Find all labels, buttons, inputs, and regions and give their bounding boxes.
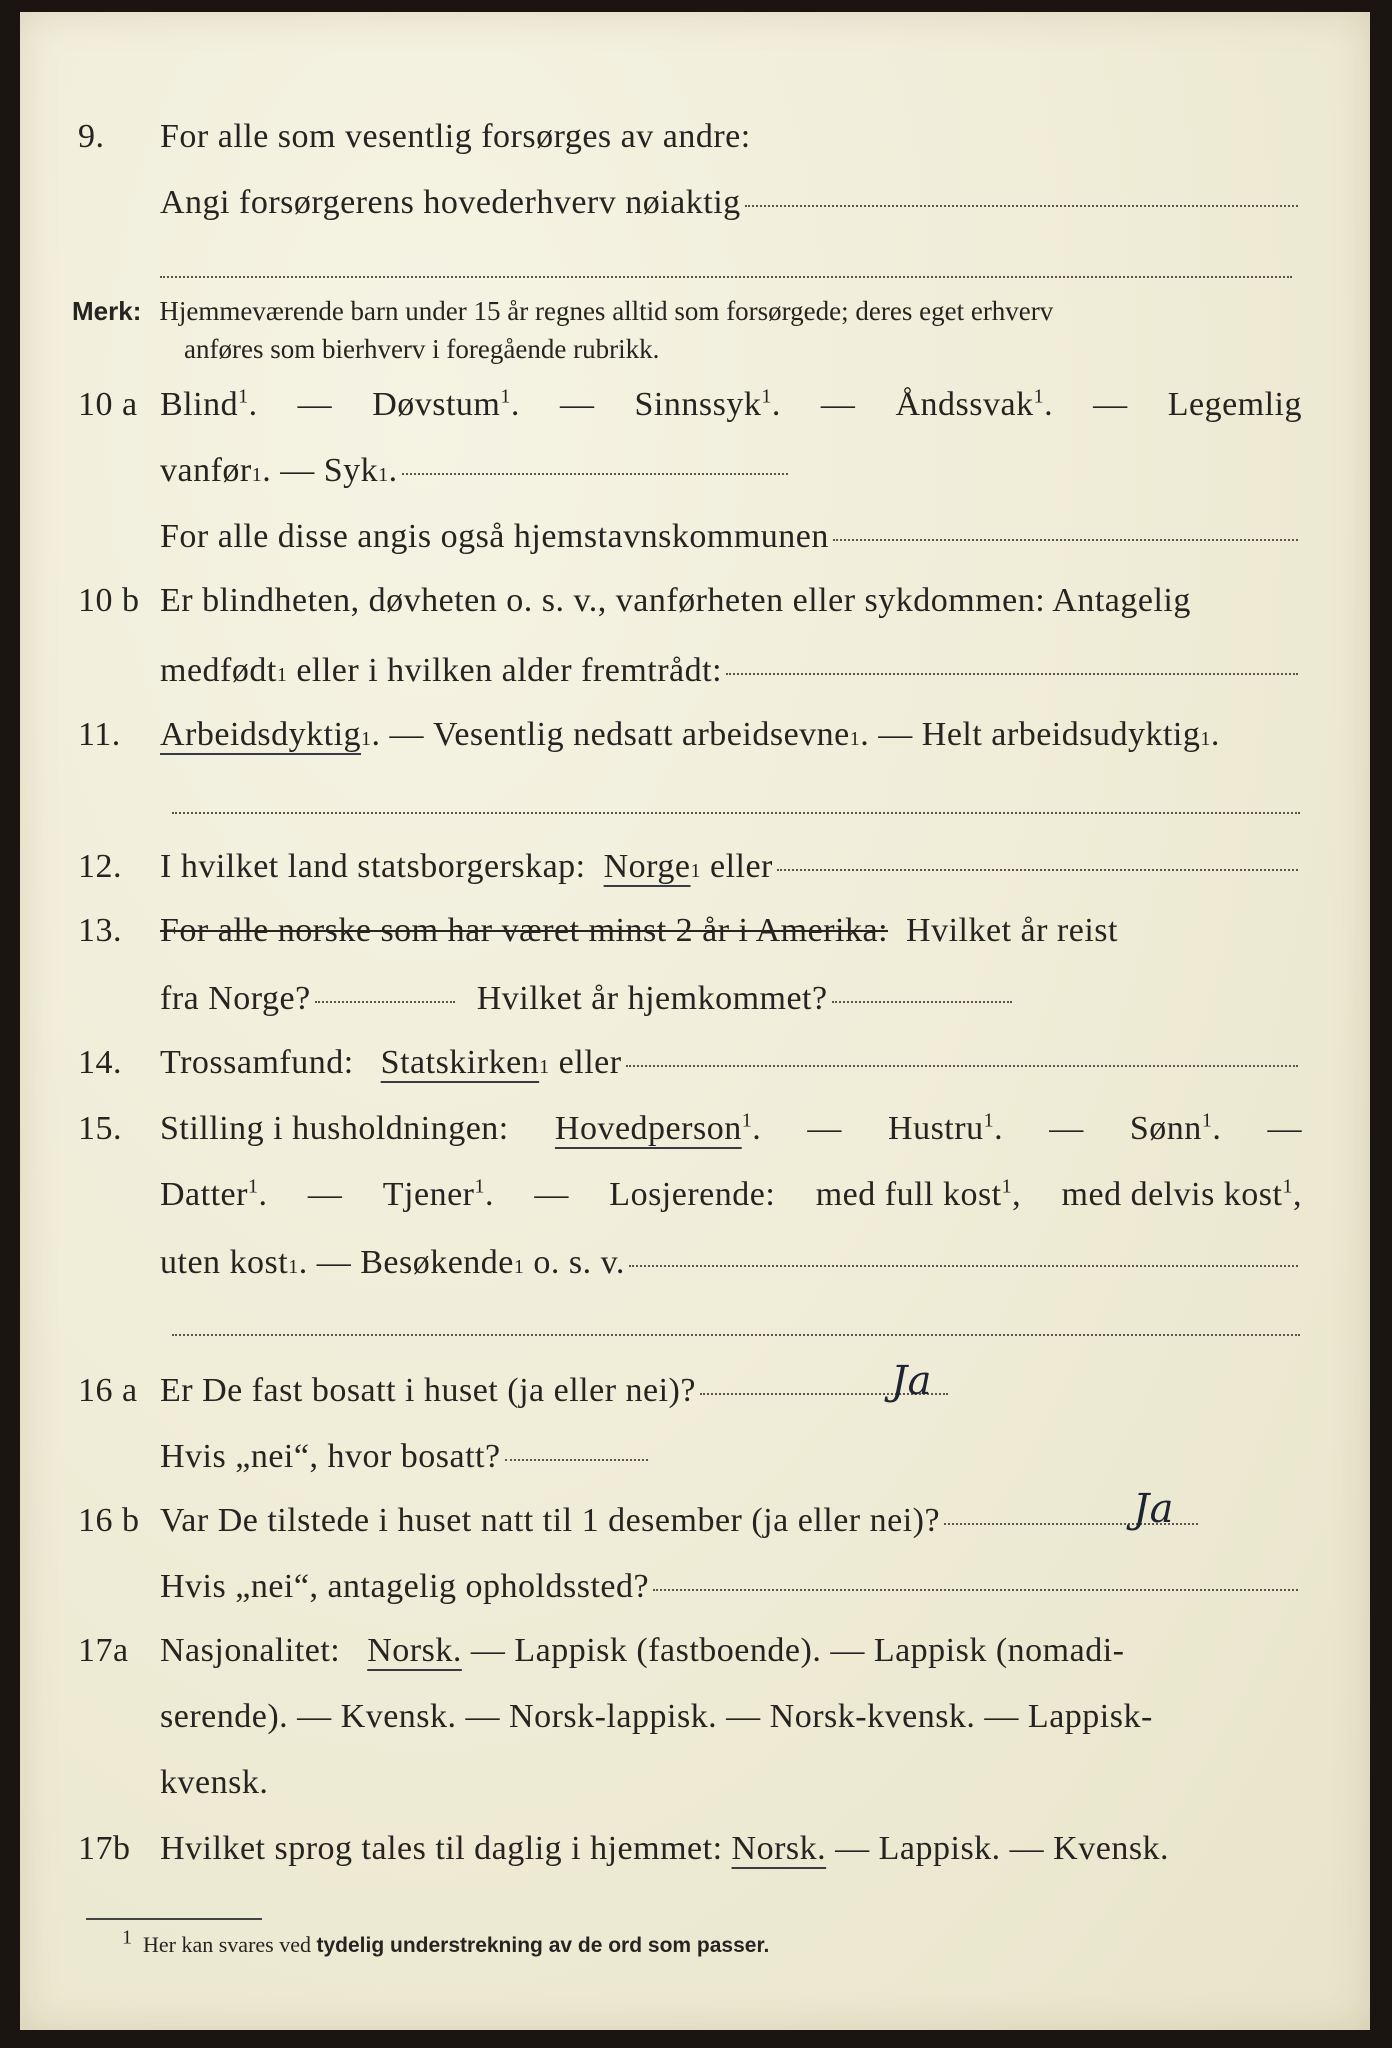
q13-row-2: [0, 980, 1392, 1030]
q10a-hjemstavn: For alle disse angis også hjemstavnskommunen: [160, 518, 829, 555]
footnote-rule: [86, 1918, 262, 1920]
q10a-row: 10 a Blind$^1$. — Døvstum$^1$. — Sinnssyk$^1$. — Åndssvak$^1$. — Legemlig: [78, 385, 1302, 423]
footnote-bold: tydelig understrekning av de ord som passer.: [316, 1934, 770, 1957]
q15-besokende: Besøkende: [360, 1244, 514, 1281]
q10b-answer-field[interactable]: [726, 673, 1298, 675]
q9-question-2: Angi forsørgerens hovederhverv nøiaktig: [160, 184, 741, 221]
q10b-row-2: medfødt 1 eller i hvilken alder fremtrådt:: [0, 652, 1392, 702]
q17a-options-2: serende). — Kvensk. — Norsk-lappisk. — Norsk-kvensk. — Lappisk-: [160, 1698, 1153, 1735]
q9-row: [0, 118, 1392, 168]
q15-number: 15.: [78, 1110, 122, 1147]
q10b-row: [0, 582, 1392, 632]
q11-udyktig: Helt arbeidsudyktig: [921, 716, 1201, 753]
q17b-question: Hvilket sprog tales til daglig i hjemmet:: [160, 1830, 723, 1867]
q9-answer-line[interactable]: [160, 276, 1292, 278]
q10a-row-3: [0, 518, 1392, 568]
q13-question: Hvilket år reist: [906, 912, 1118, 949]
q17b-row: [0, 1830, 1392, 1880]
q13-fra-norge: fra Norge?: [160, 980, 311, 1017]
q14-question: Trossamfund:: [160, 1044, 354, 1081]
q17b-options: — Lappisk. — Kvensk.: [835, 1830, 1170, 1867]
q13-reist-field[interactable]: [315, 1001, 455, 1003]
q9-number: 9.: [78, 118, 105, 155]
merk-text-1: Hjemmeværende barn under 15 år regnes alltid som forsørgede; deres eget erhverv: [159, 296, 1054, 326]
merk-text-2: anføres som bierhverv i foregående rubrikk.: [184, 334, 660, 364]
q16a-bosatt-field[interactable]: [505, 1459, 648, 1461]
q16a-handwritten-answer: Ja: [891, 1358, 932, 1404]
q16b-question-2: Hvis „nei“, antagelig opholdssted?: [160, 1568, 650, 1605]
q16a-number: 16 a: [78, 1372, 138, 1409]
q14-row: 14. Trossamfund: Statskirken 1 eller: [0, 1044, 1392, 1094]
q12-question: I hvilket land statsborgerskap:: [160, 848, 586, 885]
q10a-dovstum: Døvstum: [372, 386, 501, 423]
q16a-question-2: Hvis „nei“, hvor bosatt?: [160, 1438, 501, 1475]
q15-question: Stilling i husholdningen:: [160, 1110, 509, 1147]
q10a-vanfor: vanfør: [160, 452, 252, 489]
q13-hjemkommet-field[interactable]: [832, 1001, 1012, 1003]
q10b-number: 10 b: [78, 582, 140, 619]
footnote-mark: 1: [122, 1926, 132, 1949]
q9-answer-field[interactable]: [745, 205, 1298, 207]
q10a-sinnssyk: Sinnssyk: [634, 386, 762, 423]
q16b-row: [0, 1486, 1392, 1552]
q12-norge-underlined: Norge: [603, 848, 691, 885]
q10a-number: 10 a: [78, 386, 138, 423]
q15-sonn: Sønn: [1129, 1110, 1202, 1147]
q10b-medfodt: medfødt: [160, 652, 277, 689]
q10a-legemlig: Legemlig: [1167, 386, 1302, 423]
q17a-options: — Lappisk (fastboende). — Lappisk (nomadi-: [470, 1632, 1125, 1669]
q12-answer-field[interactable]: [777, 869, 1298, 871]
q14-statskirken-underlined: Statskirken: [380, 1044, 540, 1081]
q10a-andssvak: Åndssvak: [895, 386, 1034, 423]
q10b-question: Er blindheten, døvheten o. s. v., vanførheten eller sykdommen: Antagelig: [160, 582, 1191, 619]
q14-answer-field[interactable]: [626, 1065, 1298, 1067]
q16b-number: 16 b: [78, 1502, 140, 1539]
q17a-norsk-marked: Norsk.: [367, 1632, 462, 1669]
q17a-options-3: kvensk.: [160, 1764, 269, 1801]
q15-losjerende: Losjerende:: [609, 1176, 776, 1213]
q16b-row-2: [0, 1568, 1392, 1618]
q16b-handwritten-answer: Ja: [1133, 1486, 1174, 1532]
q17b-norsk-marked: Norsk.: [731, 1830, 827, 1867]
q11-answer-line[interactable]: [172, 812, 1300, 814]
q11-number: 11.: [78, 716, 121, 753]
q13-hjemkommet: Hvilket år hjemkommet?: [476, 980, 828, 1017]
q11-nedsatt: Vesentlig nedsatt arbeidsevne: [433, 716, 850, 753]
q15-delvis-kost: med delvis kost: [1061, 1176, 1283, 1213]
q17a-row: [0, 1632, 1392, 1682]
q17a-question: Nasjonalitet:: [160, 1632, 341, 1669]
merk-label: Merk:: [72, 296, 142, 326]
q9-row-2: [0, 184, 1392, 234]
q17a-row-2: [0, 1698, 1392, 1748]
q9-question: For alle som vesentlig forsørges av andre:: [160, 118, 751, 155]
q16b-opholdssted-field[interactable]: [653, 1589, 1298, 1591]
footnote: [122, 1926, 770, 1958]
q15-row-2: Datter$^1$. — Tjener$^1$. — Losjerende: med full kost$^1$, med delvis kost$^1$,: [160, 1175, 1302, 1213]
footnote-text: Her kan svares ved: [143, 1932, 311, 1957]
q16a-row-2: [0, 1438, 1392, 1488]
q17a-row-3: [0, 1764, 1392, 1814]
q10a-row-2: vanfør 1 . — Syk 1 .: [0, 452, 1392, 502]
q13-row: [0, 912, 1392, 962]
q15-hustru: Hustru: [888, 1110, 984, 1147]
q10a-answer-field[interactable]: [402, 473, 788, 475]
q16a-question: Er De fast bosatt i huset (ja eller nei)?: [160, 1372, 696, 1409]
q11-arbeidsdyktig-underlined: Arbeidsdyktig: [160, 716, 362, 753]
q15-tjener: Tjener: [382, 1176, 475, 1213]
q10a-blind: Blind: [160, 386, 239, 423]
q15-full-kost: med full kost: [815, 1176, 1002, 1213]
q14-number: 14.: [78, 1044, 122, 1081]
q16a-row: [0, 1358, 1392, 1422]
q15-row-3: uten kost 1 . — Besøkende 1 o. s. v.: [0, 1244, 1392, 1294]
q12-number: 12.: [78, 848, 122, 885]
q15-hovedperson-underlined: Hovedperson: [554, 1110, 742, 1147]
q15-answer-line[interactable]: [172, 1334, 1300, 1336]
merk-note: [72, 292, 1302, 368]
q15-uten-kost: uten kost: [160, 1244, 289, 1281]
q15-answer-field[interactable]: [629, 1265, 1298, 1267]
q15-row: 15. Stilling i husholdningen: Hovedperson$^1$. — Hustru$^1$. — Sønn$^1$. —: [78, 1109, 1302, 1147]
q17b-number: 17b: [78, 1830, 131, 1867]
q16b-question: Var De tilstede i huset natt til 1 desember (ja eller nei)?: [160, 1502, 941, 1539]
q13-number: 13.: [78, 912, 122, 949]
q10b-question-2: eller i hvilken alder fremtrådt:: [296, 652, 723, 689]
q11-row: 11. Arbeidsdyktig 1 . — Vesentlig nedsatt arbeidsevne 1 . — Helt arbeidsudyktig 1 .: [78, 716, 1220, 753]
q13-struck-text: For alle norske som har været minst 2 år i Amerika:: [160, 912, 889, 949]
q17a-number: 17a: [78, 1632, 129, 1669]
q10a-syk: Syk: [323, 452, 379, 489]
q15-datter: Datter: [160, 1176, 248, 1213]
q10a-hjemstavn-field[interactable]: [833, 539, 1298, 541]
q12-row: 12. I hvilket land statsborgerskap: Norge 1 eller: [0, 848, 1392, 898]
